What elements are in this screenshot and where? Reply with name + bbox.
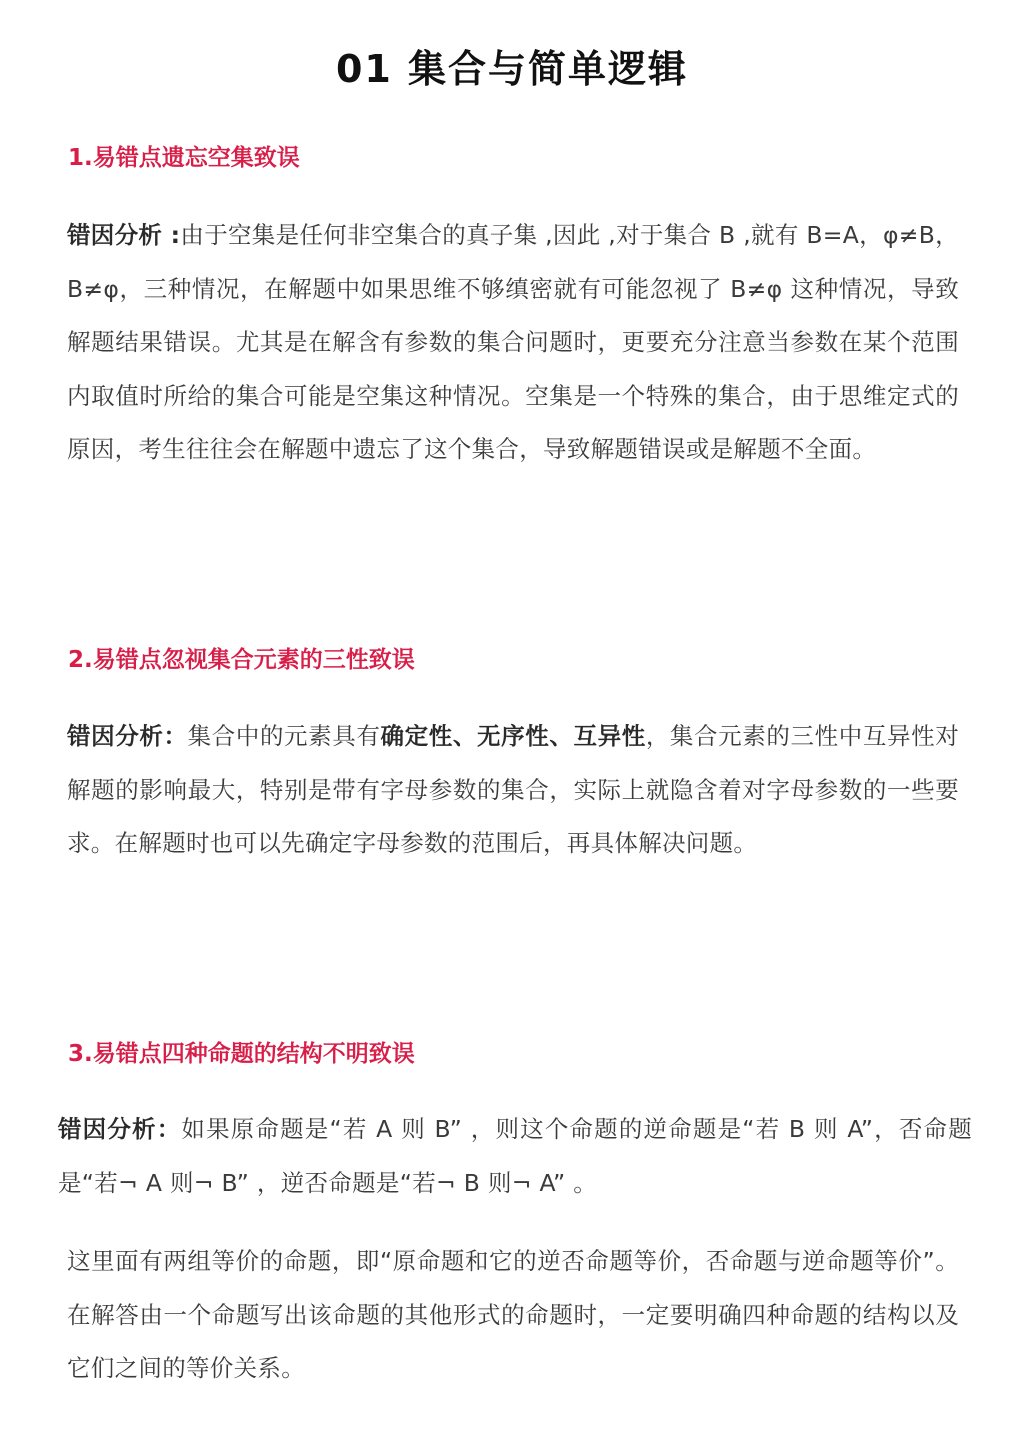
section-3-body-text: 如果原命题是“若 A 则 B” ，则这个命题的逆命题是“若 B 则 A”，否命题是“若¬ A 则¬ B” ，逆否命题是“若¬ B 则¬ A” 。: [58, 1115, 973, 1197]
section-3-paragraph-2: 这里面有两组等价的命题，即“原命题和它的逆否命题等价，否命题与逆命题等价”。在解答由一个命题写出该命题的其他形式的命题时，一定要明确四种命题的结构以及它们之间的等价关系。: [67, 1247, 959, 1383]
section-heading-3: 3.易错点四种命题的结构不明致误: [68, 1041, 415, 1067]
section-2-lead-label: 错因分析：: [67, 722, 188, 750]
section-1-body-text: 由于空集是任何非空集合的真子集 ,因此 ,对于集合 B ,就有 B=A，φ≠B，B≠φ，三种情况，在解题中如果思维不够缜密就有可能忽视了 B≠φ 这种情况，导致解题结果错误。尤其是在解含有参数的集合问题时，更要充分注意当参数在某个范围内取值时所给的集合可能是空集这种情况。空集是一个特殊的集合，由于思维定式的原因，考生往往会在解题中遗忘了这个集合，导致解题错误或是解题不全面。: [67, 221, 959, 464]
section-2-body-text-before: 集合中的元素具有: [187, 722, 381, 750]
page-title: 01 集合与简单逻辑: [335, 47, 689, 91]
section-2-emphasis-text: 确定性、无序性、互异性: [380, 722, 646, 750]
section-3-lead-label: 错因分析：: [58, 1115, 182, 1143]
section-1-lead-label: 错因分析 :: [67, 221, 181, 249]
section-heading-1: 1.易错点遗忘空集致误: [68, 145, 300, 171]
section-2-paragraph: [67, 710, 959, 871]
section-2-body-text-after: ，集合元素的三性中互异性对解题的影响最大，特别是带有字母参数的集合，实际上就隐含着对字母参数的一些要求。在解题时也可以先确定字母参数的范围后，再具体解决问题。: [67, 722, 960, 858]
section-1-paragraph: [67, 209, 959, 477]
section-heading-2: 2.易错点忽视集合元素的三性致误: [68, 647, 415, 673]
section-3-paragraph: [58, 1103, 972, 1210]
